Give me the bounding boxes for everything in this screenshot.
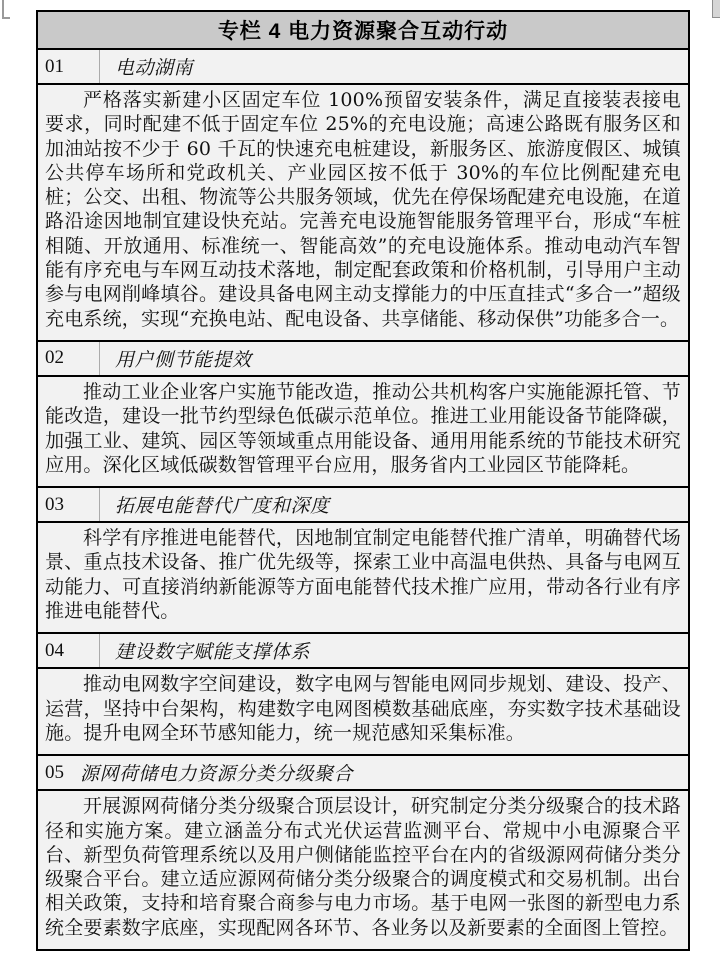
special-column-table xyxy=(36,10,690,951)
section-body-row xyxy=(38,377,688,488)
section-03 xyxy=(38,488,688,634)
section-body-row xyxy=(38,523,688,634)
section-body-text: 科学有序推进电能替代，因地制宜制定电能替代推广清单，明确替代场景、重点技术设备、推广优先级等，探索工业中高温电供热、具备与电网互动能力、可直接消纳新能源等方面电能替代技术推广应用，带动各行业有序推进电能替代。 xyxy=(45,527,681,623)
panel-title: 专栏 4 电力资源聚合互动行动 xyxy=(38,12,688,50)
section-number: 03 xyxy=(45,493,64,515)
number-divider xyxy=(99,488,100,521)
page-edge-artifact-right xyxy=(712,0,720,18)
section-title-row xyxy=(38,756,688,791)
section-number: 02 xyxy=(45,347,64,369)
section-body-row xyxy=(38,791,688,949)
section-title-row xyxy=(38,634,688,669)
section-title: 电动湖南 xyxy=(115,57,194,79)
section-title-row xyxy=(38,488,688,523)
number-divider xyxy=(99,50,100,83)
section-title: 建设数字赋能支撑体系 xyxy=(115,641,311,664)
section-02 xyxy=(38,342,688,488)
section-title: 拓展电能替代广度和深度 xyxy=(115,495,330,518)
section-body-row xyxy=(38,85,688,342)
section-body-text: 严格落实新建小区固定车位 100%预留安装条件，满足直接装表接电要求，同时配建不低于固定车位 25%的充电设施；高速公路既有服务区和加油站按不少于 60 千瓦的快速充电桩建设，新服务区、旅游度假区、城镇公共停车场所和党政机关、产业园区按不低于 30%的车位比例配建充电桩；公交、出租、物流等公共服务领域，优先在停保场配建充电设施，在道路沿途因地制宜建设快充站。完善充电设施智能服务管理平台，形成“车桩相随、开放通用、标准统一、智能高效”的充电设施体系。推动电动汽车智能有序充电与车网互动技术落地，制定配套政策和价格机制，引导用户主动参与电网削峰填谷。建设具备电网主动支撑能力的中压直挂式“多合一”超级充电系统，实现“充换电站、配电设备、共享储能、移动保供”功能多合一。 xyxy=(45,89,681,330)
section-04 xyxy=(38,634,688,756)
section-title: 用户侧节能提效 xyxy=(115,348,252,371)
section-number: 05 xyxy=(45,761,64,783)
section-number: 01 xyxy=(45,55,64,77)
section-title-row xyxy=(38,342,688,377)
number-divider xyxy=(99,342,100,375)
section-body-text: 开展源网荷储分类分级聚合顶层设计，研究制定分类分级聚合的技术路径和实施方案。建立涵盖分布式光伏运营监测平台、常规中小电源聚合平台、新型负荷管理系统以及用户侧储能监控平台在内的省级源网荷储分类分级聚合平台。建立适应源网荷储分类分级聚合的调度模式和交易机制。出台相关政策，支持和培育聚合商参与电力市场。基于电网一张图的新型电力系统全要素数字底座，实现配网各环节、各业务以及新要素的全面图上管控。 xyxy=(45,795,681,939)
section-title-row xyxy=(38,50,688,85)
page-edge-artifact-left xyxy=(2,0,10,19)
section-05 xyxy=(38,756,688,949)
number-divider xyxy=(99,634,100,667)
section-body-text: 推动电网数字空间建设，数字电网与智能电网同步规划、建设、投产、运营，坚持中台架构，构建数字电网图模数基础底座，夯实数字技术基础设施。提升电网全环节感知能力，统一规范感知采集标准。 xyxy=(45,673,681,744)
section-body-row xyxy=(38,669,688,756)
section-number: 04 xyxy=(45,639,64,661)
section-01 xyxy=(38,50,688,342)
section-title: 源网荷储电力资源分类分级聚合 xyxy=(80,763,354,786)
section-body-text: 推动工业企业客户实施节能改造，推动公共机构客户实施能源托管、节能改造，建设一批节约型绿色低碳示范单位。推进工业用能设备节能降碳，加强工业、建筑、园区等领域重点用能设备、通用用能系统的节能技术研究应用。深化区域低碳数智管理平台应用，服务省内工业园区节能降耗。 xyxy=(45,380,681,476)
